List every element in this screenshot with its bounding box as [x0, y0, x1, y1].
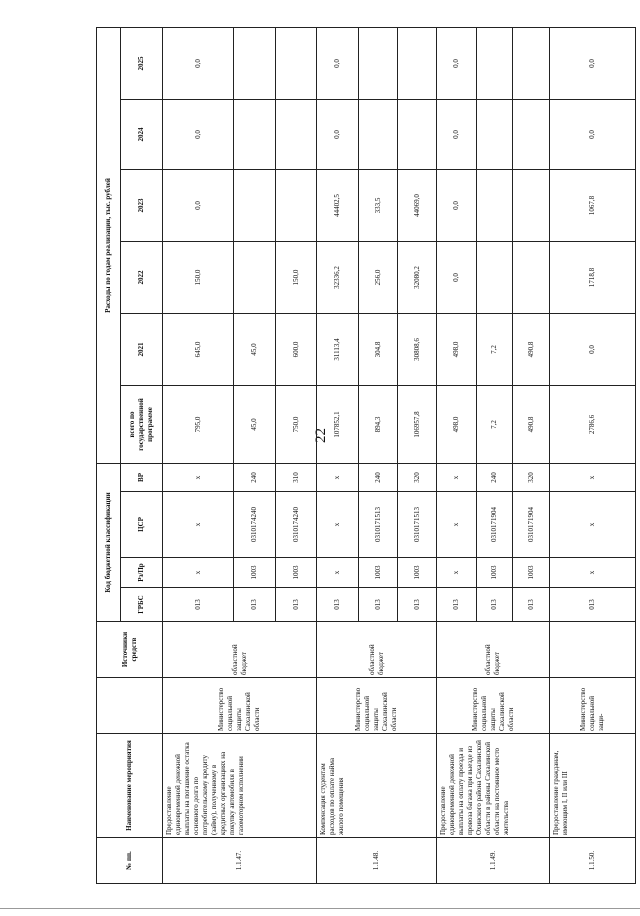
grbs-cell: 013 [163, 588, 234, 622]
budget-table [96, 27, 636, 884]
responsible-cell: Министерство социальной защи- [550, 678, 636, 734]
header-budget-group: Код бюджетной классификации [97, 463, 121, 621]
y2024-cell [513, 99, 550, 169]
y2023-cell [513, 169, 550, 241]
y2025-cell: 0,0 [550, 27, 636, 99]
y2023-cell [275, 169, 317, 241]
y2023-cell [476, 169, 513, 241]
rotated-table-container [96, 28, 636, 884]
y2024-cell [398, 99, 437, 169]
y2021-cell: 7,2 [476, 313, 513, 385]
header-expenses-group: Расходы по годам реализации, тыс. рублей [97, 27, 121, 463]
csr-cell: 0310171904 [476, 492, 513, 558]
header-grbs: ГРБС [121, 588, 163, 622]
header-year: 2025 [121, 27, 163, 99]
table-row [550, 27, 636, 883]
header-year: 2023 [121, 169, 163, 241]
y2022-cell: 0,0 [437, 241, 476, 313]
vr-cell: 240 [476, 463, 513, 491]
y2023-cell: 0,0 [437, 169, 476, 241]
y2021-cell: 304,8 [359, 313, 398, 385]
num-cell: 1.1.50. [550, 838, 636, 884]
vr-cell: 320 [398, 463, 437, 491]
grbs-cell: 013 [550, 588, 636, 622]
y2021-cell: 645,0 [163, 313, 234, 385]
header-total: всего по государственной программе [121, 385, 163, 463]
table-row [163, 27, 234, 883]
y2024-cell [275, 99, 317, 169]
rzpr-cell: х [163, 558, 234, 588]
total-cell: 490,8 [513, 385, 550, 463]
vr-cell: 320 [513, 463, 550, 491]
y2025-cell [513, 27, 550, 99]
y2022-cell: 150,0 [163, 241, 234, 313]
y2025-cell [398, 27, 437, 99]
y2023-cell: 333,5 [359, 169, 398, 241]
vr-cell: х [550, 463, 636, 491]
csr-cell: х [437, 492, 476, 558]
header-csr: ЦСР [121, 492, 163, 558]
name-cell: Предоставление единовременной денежной выплаты на оплату проезда и провоза багажа при выезде из Охинского района Сахалинской области в районы Сахалинской области на постоянное место жительства [437, 734, 550, 838]
rzpr-cell: 1003 [513, 558, 550, 588]
header-year: 2022 [121, 241, 163, 313]
vr-cell: 310 [275, 463, 317, 491]
source-cell: областной бюджет [163, 622, 317, 678]
y2022-cell [513, 241, 550, 313]
y2021-cell: 490,8 [513, 313, 550, 385]
total-cell: 795,0 [163, 385, 234, 463]
y2021-cell: 600,0 [275, 313, 317, 385]
total-cell: 7,2 [476, 385, 513, 463]
y2025-cell: 0,0 [437, 27, 476, 99]
y2022-cell: 32336,2 [317, 241, 359, 313]
y2022-cell: 256,0 [359, 241, 398, 313]
source-cell: областной бюджет [317, 622, 437, 678]
y2024-cell: 0,0 [163, 99, 234, 169]
y2021-cell: 0,0 [550, 313, 636, 385]
header-vr: ВР [121, 463, 163, 491]
y2024-cell [359, 99, 398, 169]
y2025-cell [275, 27, 317, 99]
name-cell: Предоставление гражданам, имеющим I, II или III [550, 734, 636, 838]
y2024-cell: 0,0 [550, 99, 636, 169]
y2021-cell: 30808,6 [398, 313, 437, 385]
vr-cell: х [163, 463, 234, 491]
vr-cell: х [317, 463, 359, 491]
grbs-cell: 013 [359, 588, 398, 622]
responsible-cell: Министерство социальной защиты Сахалинской области [163, 678, 317, 734]
name-cell: Компенсация студентам расходов по оплате найма жилого помещения [317, 734, 437, 838]
grbs-cell: 013 [398, 588, 437, 622]
vr-cell: 240 [234, 463, 276, 491]
y2022-cell [234, 241, 276, 313]
page-number: 22 [313, 428, 329, 443]
y2024-cell [476, 99, 513, 169]
total-cell: 498,0 [437, 385, 476, 463]
y2025-cell [359, 27, 398, 99]
header-resp [97, 678, 163, 734]
rzpr-cell: 1003 [275, 558, 317, 588]
y2021-cell: 498,0 [437, 313, 476, 385]
header-source: Источники средств [97, 622, 163, 678]
y2025-cell: 0,0 [317, 27, 359, 99]
scan-edge-line [0, 908, 640, 909]
csr-cell: 0310174240 [234, 492, 276, 558]
y2022-cell: 150,0 [275, 241, 317, 313]
y2025-cell [476, 27, 513, 99]
grbs-cell: 013 [476, 588, 513, 622]
grbs-cell: 013 [317, 588, 359, 622]
y2025-cell [234, 27, 276, 99]
rzpr-cell: 1003 [359, 558, 398, 588]
total-cell: 107852,1 [317, 385, 359, 463]
total-cell: 894,3 [359, 385, 398, 463]
rzpr-cell: х [550, 558, 636, 588]
y2023-cell [234, 169, 276, 241]
y2023-cell: 44402,5 [317, 169, 359, 241]
num-cell: 1.1.47. [163, 838, 317, 884]
grbs-cell: 013 [234, 588, 276, 622]
csr-cell: 0310174240 [275, 492, 317, 558]
y2024-cell: 0,0 [437, 99, 476, 169]
y2021-cell: 31113,4 [317, 313, 359, 385]
csr-cell: 0310171513 [398, 492, 437, 558]
source-cell: областной бюджет [437, 622, 550, 678]
rzpr-cell: х [317, 558, 359, 588]
grbs-cell: 013 [275, 588, 317, 622]
table-row [317, 27, 359, 883]
header-num: № пп. [97, 838, 163, 884]
y2023-cell: 44069,0 [398, 169, 437, 241]
csr-cell: 0310171904 [513, 492, 550, 558]
vr-cell: х [437, 463, 476, 491]
y2023-cell: 1067,8 [550, 169, 636, 241]
y2024-cell [234, 99, 276, 169]
csr-cell: х [317, 492, 359, 558]
source-cell [550, 622, 636, 678]
y2023-cell: 0,0 [163, 169, 234, 241]
num-cell: 1.1.48. [317, 838, 437, 884]
responsible-cell: Министерство социальной защиты Сахалинской области [317, 678, 437, 734]
y2024-cell: 0,0 [317, 99, 359, 169]
table-body [163, 27, 636, 883]
csr-cell: х [163, 492, 234, 558]
header-name: Наименование мероприятия [97, 734, 163, 838]
rzpr-cell: х [437, 558, 476, 588]
responsible-cell: Министерство социальной защиты Сахалинской области [437, 678, 550, 734]
grbs-cell: 013 [437, 588, 476, 622]
y2021-cell: 45,0 [234, 313, 276, 385]
rzpr-cell: 1003 [398, 558, 437, 588]
header-year: 2024 [121, 99, 163, 169]
y2022-cell [476, 241, 513, 313]
header-year: 2021 [121, 313, 163, 385]
total-cell: 106957,8 [398, 385, 437, 463]
total-cell: 750,0 [275, 385, 317, 463]
y2022-cell: 32080,2 [398, 241, 437, 313]
total-cell: 2786,6 [550, 385, 636, 463]
rzpr-cell: 1003 [234, 558, 276, 588]
table-row [437, 27, 476, 883]
rzpr-cell: 1003 [476, 558, 513, 588]
grbs-cell: 013 [513, 588, 550, 622]
y2022-cell: 1718,8 [550, 241, 636, 313]
csr-cell: х [550, 492, 636, 558]
vr-cell: 240 [359, 463, 398, 491]
name-cell: Предоставление единовременной денежной выплаты на погашение остатка основного долга по потребительскому кредиту (займу), полученному в кредитных организациях на покупку автомобиля в газомоторном исполнении [163, 734, 317, 838]
csr-cell: 0310171513 [359, 492, 398, 558]
num-cell: 1.1.49. [437, 838, 550, 884]
header-rzpr: Рз/Пр [121, 558, 163, 588]
y2025-cell: 0,0 [163, 27, 234, 99]
total-cell: 45,0 [234, 385, 276, 463]
